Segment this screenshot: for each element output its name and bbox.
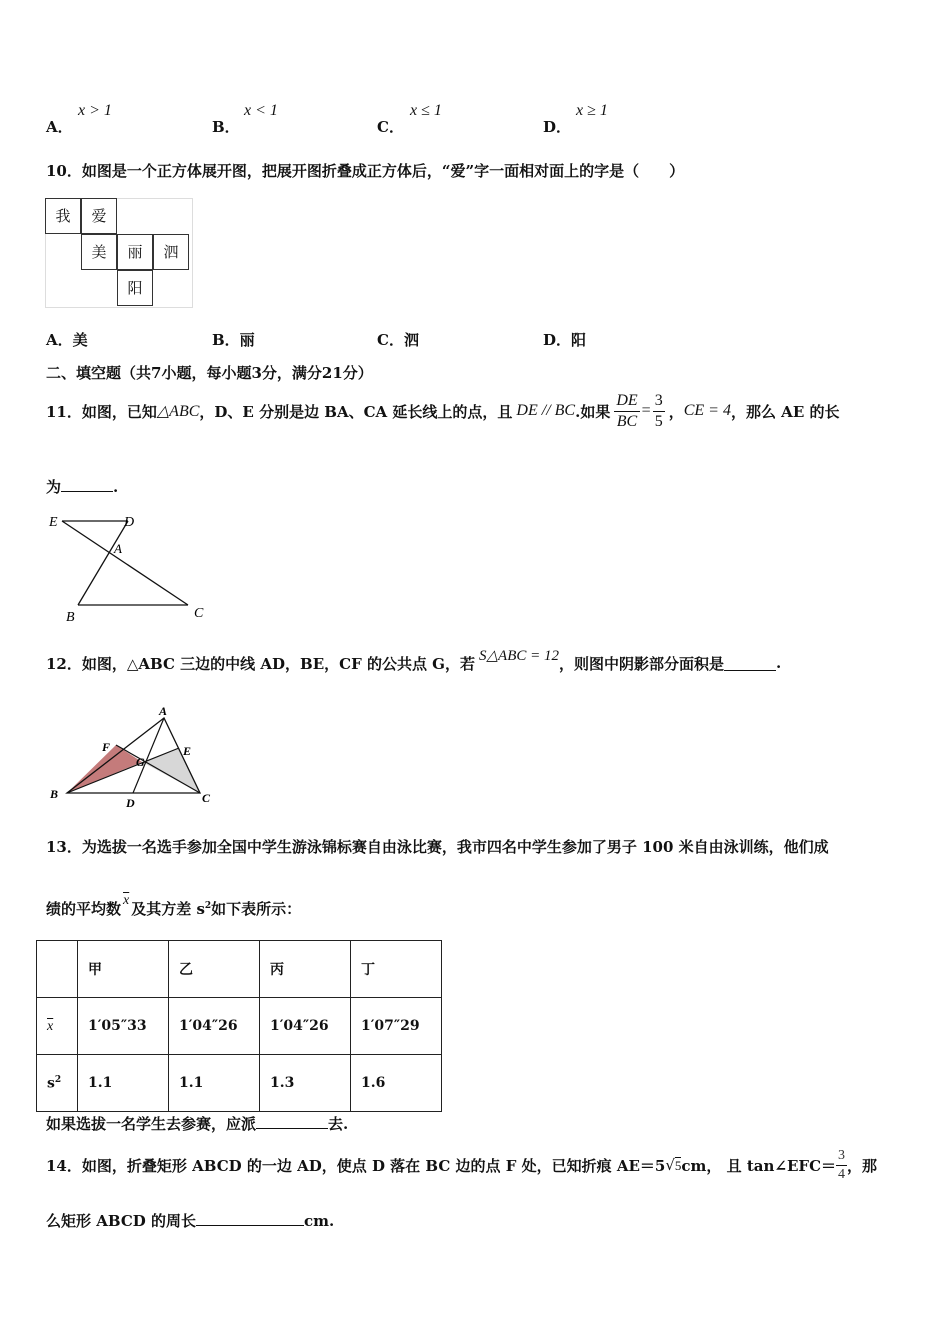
label-b: B (50, 787, 59, 801)
q11-comma: ， (668, 402, 684, 421)
q14-answer-blank[interactable] (196, 1211, 304, 1226)
q13-after-suffix: 去. (328, 1115, 349, 1133)
q11-part2: .如果 (575, 402, 611, 421)
q13-line2-prefix: 绩的平均数 (46, 900, 122, 918)
q13-after-prefix: 如果选拔一名学生去参赛，应派 (46, 1115, 257, 1133)
table-cell: 1′05″33 (78, 998, 169, 1055)
q11-frac2-den: 5 (654, 412, 663, 430)
q11-frac2-num: 3 (653, 391, 665, 412)
table-row (37, 998, 442, 1055)
table-header-row (37, 941, 442, 998)
q11-answer-blank[interactable] (61, 477, 113, 492)
label-b: B (66, 610, 75, 625)
table-cell: 1.3 (260, 1055, 351, 1112)
table-header-cell: 丁 (351, 941, 442, 998)
table-header-cell: 甲 (78, 941, 169, 998)
q14-frac-den: 4 (838, 1166, 846, 1182)
q12-prefix: 12．如图，△ABC 三边的中线 AD，BE，CF 的公共点 G，若 (46, 654, 475, 673)
q14-frac-num: 3 (836, 1147, 847, 1166)
label-f: F (102, 740, 111, 754)
q13-line2-suffix: 如下表所示： (211, 900, 302, 918)
q11-line-2 (46, 476, 118, 497)
q14-line2-suffix: cm. (304, 1212, 335, 1230)
q9-option-a-letter: A． (46, 118, 73, 136)
q9-option-c-letter: C． (377, 118, 404, 136)
label-e: E (49, 515, 58, 530)
q13-line2-mid: 及其方差 s (131, 900, 205, 918)
label-c: C (194, 606, 204, 621)
cube-face-3: 美 (81, 234, 117, 270)
segment-db (78, 521, 128, 605)
shaded-region-grey (142, 748, 200, 793)
q12-area-expr: S△ABC = 12 (479, 647, 559, 664)
q11-suffix: ，那么 AE 的长 (730, 402, 840, 421)
table-row (37, 1055, 442, 1112)
q10-option-a: A．美 (46, 331, 88, 349)
label-c: C (202, 791, 211, 805)
q13-after (46, 1113, 348, 1134)
q10-option-b: B．丽 (212, 331, 255, 349)
q13-line-1: 13．为选拔一名选手参加全国中学生游泳锦标赛自由泳比赛，我市四名中学生参加了男子 100 米自由泳训练，他们成 (46, 838, 829, 856)
row-label-variance: $s^2$ (37, 1055, 78, 1112)
q11-figure (40, 508, 220, 626)
q11-equals: = (641, 402, 651, 419)
q12-line (46, 643, 781, 683)
q14-line-1 (46, 1142, 877, 1188)
q14-line-2 (46, 1210, 334, 1231)
q14-part3: ，那 (847, 1156, 878, 1175)
table-cell: 1.1 (78, 1055, 169, 1112)
q12-end: . (776, 654, 782, 672)
q12-suffix: ，则图中阴影部分面积是 (559, 654, 725, 673)
q14-line2-prefix: 么矩形 ABCD 的周长 (46, 1212, 196, 1230)
q14-fraction (836, 1147, 847, 1184)
label-a: A (159, 706, 168, 718)
q13-answer-blank[interactable] (256, 1114, 328, 1129)
q11-line-1 (46, 386, 839, 436)
q11-frac-num: DE (614, 391, 639, 412)
cube-face-6: 阳 (117, 270, 153, 306)
q12-figure (42, 706, 224, 810)
sqrt-icon: √ (665, 1156, 675, 1174)
q10-option-d: D．阳 (543, 331, 587, 349)
cube-face-5: 泗 (153, 234, 189, 270)
table-cell: 1′07″29 (351, 998, 442, 1055)
q13-line-2 (46, 893, 302, 919)
cube-net-figure (45, 198, 192, 308)
q11-line2-prefix: 为 (46, 478, 62, 496)
q14-part2: cm， 且 tan∠EFC＝ (681, 1156, 837, 1175)
q11-ce-expr: CE = 4 (683, 402, 731, 419)
q9-option-b-letter: B． (212, 118, 240, 136)
q14-part1: 14．如图，折叠矩形 ABCD 的一边 AD，使点 D 落在 BC 边的点 F 处，已知折痕 AE＝5 (46, 1156, 666, 1175)
cube-face-2: 爱 (81, 198, 117, 234)
table-cell: 1.6 (351, 1055, 442, 1112)
cube-face-4: 丽 (117, 234, 153, 270)
q9-option-d-expr: x ≥ 1 (576, 102, 608, 119)
table-cell: 1.1 (169, 1055, 260, 1112)
q12-answer-blank[interactable] (724, 656, 776, 671)
label-e: E (183, 744, 192, 758)
q9-option-d-letter: D． (543, 118, 572, 136)
q11-triangle: △ABC (156, 403, 200, 420)
cube-face-1: 我 (45, 198, 81, 234)
table-header-cell: 乙 (169, 941, 260, 998)
table-header-cell: 丙 (260, 941, 351, 998)
q13-squared: 2 (204, 901, 212, 911)
row-label-mean: $\overline{x}$ (37, 998, 78, 1055)
section-2-heading: 二、填空题（共7小题，每小题3分，满分21分） (46, 364, 373, 382)
q9-option-c-expr: x ≤ 1 (410, 102, 442, 119)
q11-fraction-de-bc (614, 391, 639, 432)
q10-text: 10．如图是一个正方体展开图，把展开图折叠成正方体后，“爱”字一面相对面上的字是（ ） (46, 162, 685, 180)
table-header-cell (37, 941, 78, 998)
q11-frac-den: BC (616, 412, 638, 430)
q13-xbar: $\overline{x}$ (123, 893, 130, 908)
label-d: D (124, 515, 135, 530)
q11-line2-suffix: . (113, 478, 119, 496)
table-cell: 1′04″26 (169, 998, 260, 1055)
q9-option-b-expr: x < 1 (244, 102, 278, 119)
score-table (36, 940, 442, 1112)
q11-prefix: 11．如图，已知 (46, 402, 157, 421)
q11-part1: ，D、E 分别是边 BA、CA 延长线上的点，且 (199, 402, 513, 421)
label-a: A (114, 541, 122, 556)
segment-ec (62, 521, 188, 605)
q10-option-c: C．泗 (377, 331, 419, 349)
q11-parallel: DE // BC (516, 402, 576, 419)
q14-sqrt-arg: 5 (674, 1157, 682, 1173)
table-cell: 1′04″26 (260, 998, 351, 1055)
q9-option-a-expr: x > 1 (78, 102, 112, 119)
label-d: D (126, 796, 135, 810)
q11-fraction-3-5 (653, 391, 665, 432)
label-g: G (136, 755, 145, 769)
